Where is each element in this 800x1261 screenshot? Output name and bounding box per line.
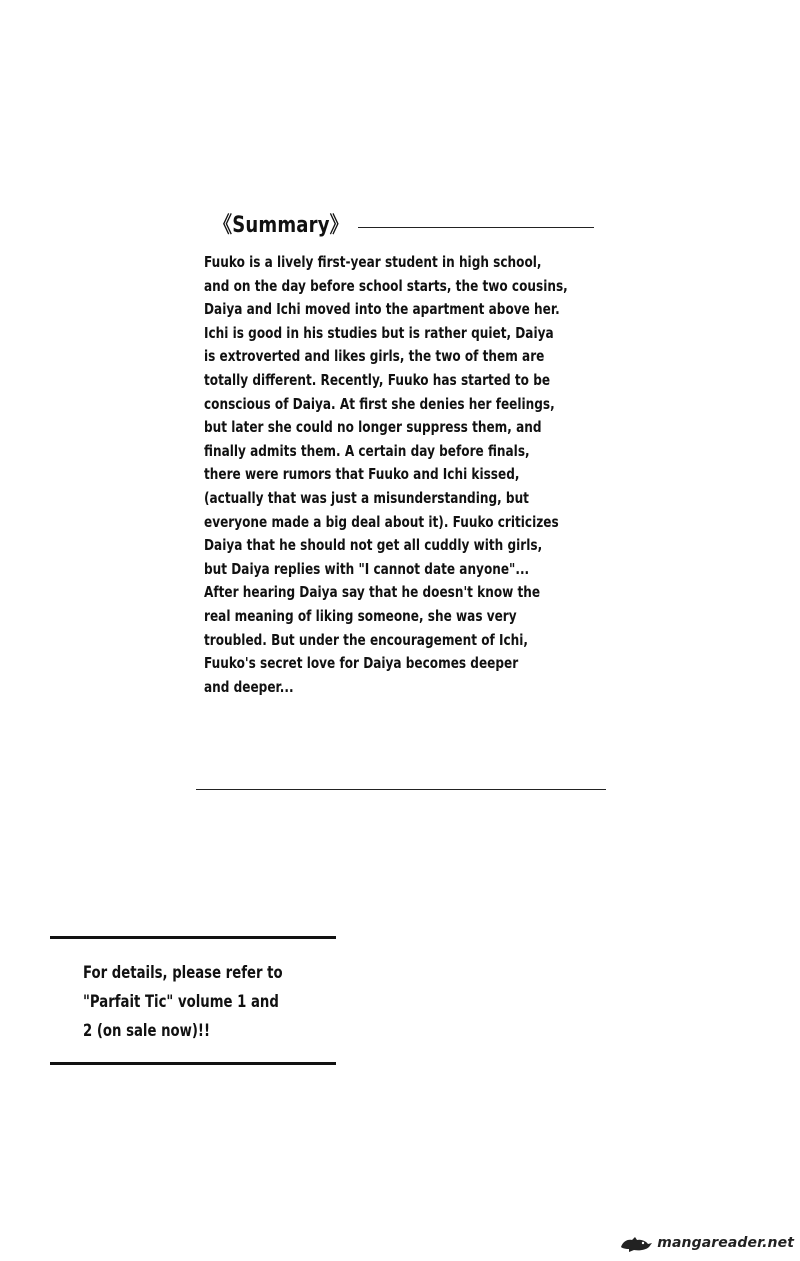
- summary-line: finally admits them. A certain day before finals,: [204, 441, 530, 460]
- summary-title: 《Summary》: [214, 213, 348, 238]
- summary-line: Ichi is good in his studies but is rather quiet, Daiya: [204, 323, 554, 342]
- summary-section: [196, 200, 608, 696]
- watermark: [619, 1231, 794, 1255]
- summary-line: (actually that was just a misunderstanding, but: [204, 488, 529, 507]
- details-line: "Parfait Tic" volume 1 and: [83, 992, 279, 1012]
- summary-line: but Daiya replies with "I cannot date anyone"...: [204, 559, 530, 578]
- details-line: 2 (on sale now)!!: [83, 1021, 211, 1041]
- summary-line: but later she could no longer suppress them, and: [204, 418, 542, 437]
- details-top-rule: [50, 936, 336, 939]
- summary-line: Fuuko is a lively first-year student in high school,: [204, 253, 542, 271]
- summary-line: is extroverted and likes girls, the two of them are: [204, 347, 545, 366]
- summary-line: real meaning of liking someone, she was very: [204, 606, 517, 625]
- summary-header: [196, 200, 608, 242]
- details-box: [50, 936, 336, 1068]
- summary-line: conscious of Daiya. At first she denies her feelings,: [204, 394, 555, 413]
- summary-header-divider: [358, 227, 594, 228]
- summary-line: troubled. But under the encouragement of Ichi,: [204, 630, 528, 649]
- summary-line: Daiya and Ichi moved into the apartment above her.: [204, 300, 560, 319]
- summary-line: there were rumors that Fuuko and Ichi kissed,: [204, 465, 520, 484]
- summary-line: After hearing Daiya say that he doesn't know the: [204, 583, 541, 602]
- summary-line: Daiya that he should not get all cuddly with girls,: [204, 536, 543, 555]
- details-bottom-rule: [50, 1062, 336, 1065]
- summary-body: [204, 251, 644, 699]
- summary-line: and on the day before school starts, the two cousins,: [204, 276, 568, 295]
- summary-line: totally different. Recently, Fuuko has started to be: [204, 370, 551, 389]
- watermark-text: mangareader.net: [657, 1235, 794, 1251]
- summary-line: Fuuko's secret love for Daiya becomes deeper: [204, 654, 519, 673]
- summary-line: and deeper...: [204, 677, 294, 696]
- summary-bottom-divider: [196, 789, 606, 790]
- details-line: For details, please refer to: [83, 963, 283, 983]
- animal-silhouette-logo-icon: [619, 1233, 653, 1253]
- details-text: [83, 959, 339, 1046]
- summary-line: everyone made a big deal about it). Fuuko criticizes: [204, 512, 559, 531]
